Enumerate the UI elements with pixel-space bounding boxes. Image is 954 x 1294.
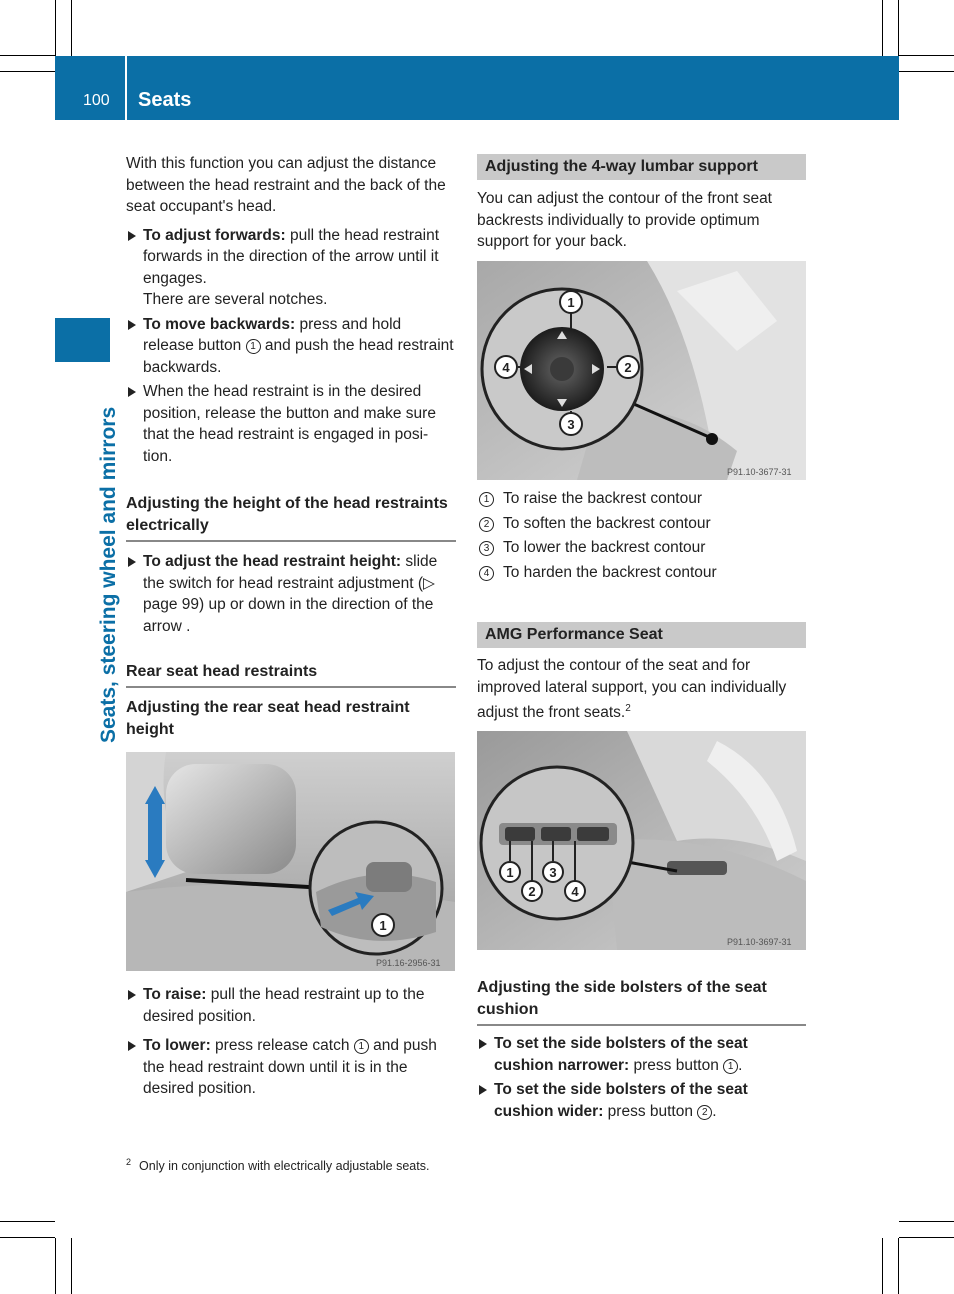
crop-mark xyxy=(71,0,72,56)
lumbar-legend xyxy=(477,488,806,586)
bullet-arrow-icon xyxy=(479,1039,487,1049)
bolster-section xyxy=(477,977,806,1122)
image-code: P91.16-2956-31 xyxy=(376,958,441,968)
legend-item xyxy=(477,537,806,562)
instruction-raise xyxy=(126,984,456,1027)
chapter-tab xyxy=(55,318,110,362)
section-heading-height: Adjusting the height of the head restraints electrically xyxy=(126,493,456,542)
callout-number: 1 xyxy=(354,1039,369,1054)
page-title: Seats xyxy=(138,89,192,111)
instruction-forwards xyxy=(126,225,456,311)
crop-mark xyxy=(899,1237,954,1238)
legend-text: To harden the backrest contour xyxy=(503,563,717,581)
left-column xyxy=(126,153,456,741)
left-column-lower xyxy=(126,984,456,1100)
crop-mark xyxy=(882,0,883,56)
intro-paragraph: With this function you can adjust the distance between the head restraint and the back of the seat occupant's head. xyxy=(126,155,446,215)
footnote-reference: 2 xyxy=(625,703,631,714)
crop-mark xyxy=(55,0,56,56)
callout-number: 3 xyxy=(549,865,557,880)
legend-text: To lower the backrest contour xyxy=(503,539,706,556)
lumbar-support-illustration xyxy=(477,261,806,480)
callout-number: 1 xyxy=(506,865,514,880)
instruction-text: and push the head restraint down until it is in the desired position. xyxy=(143,1037,437,1097)
callout-number: 2 xyxy=(479,517,494,532)
instruction-backwards xyxy=(126,314,456,379)
image-code: P91.10-3677-31 xyxy=(727,467,792,477)
callout-number: 4 xyxy=(571,884,579,899)
instruction-height xyxy=(126,551,456,637)
callout-number: 4 xyxy=(502,360,510,375)
instruction-label: To set the side bolsters of the seat cushion narrower: xyxy=(494,1035,748,1074)
section-heading-rear: Rear seat head restraints xyxy=(126,661,456,688)
crop-mark xyxy=(0,1221,55,1222)
instruction-label: To adjust the head restraint height: xyxy=(143,553,402,570)
amg-seat-photo xyxy=(477,731,806,950)
crop-mark xyxy=(899,71,954,72)
amg-section xyxy=(477,622,806,724)
header-divider xyxy=(125,56,127,120)
bullet-arrow-icon xyxy=(128,990,136,1000)
page-number: 100 xyxy=(83,92,110,109)
legend-item xyxy=(477,488,806,513)
callout-number: 1 xyxy=(567,295,575,310)
instruction-label: To raise: xyxy=(143,986,207,1003)
footnote xyxy=(126,1157,429,1173)
bullet-arrow-icon xyxy=(128,557,136,567)
instruction-text: pull the head restraint up to the desired position. xyxy=(143,986,425,1025)
callout-number: 1 xyxy=(723,1059,738,1074)
bullet-arrow-icon xyxy=(128,320,136,330)
instruction-label: To lower: xyxy=(143,1037,211,1054)
chapter-title: Seats, steering wheel and mirrors xyxy=(97,406,120,743)
crop-mark xyxy=(898,0,899,56)
crop-mark xyxy=(899,55,954,56)
callout-number: 1 xyxy=(479,492,494,507)
instruction-note: There are several notches. xyxy=(143,291,328,308)
callout-number: 1 xyxy=(379,918,387,933)
crop-mark xyxy=(71,1238,72,1294)
crop-mark xyxy=(0,55,55,56)
crop-mark xyxy=(898,1238,899,1294)
instruction-text: press button xyxy=(603,1102,698,1120)
instruction-release xyxy=(126,381,456,467)
crop-mark xyxy=(882,1238,883,1294)
bullet-arrow-icon xyxy=(128,387,136,397)
callout-number: 2 xyxy=(528,884,536,899)
amg-intro-paragraph xyxy=(477,655,806,724)
subsection-heading-rear: Adjusting the rear seat head restraint height xyxy=(126,699,410,738)
rear-head-restraint-photo xyxy=(126,752,455,971)
amg-seat-illustration xyxy=(477,731,806,950)
instruction-label: To move backwards: xyxy=(143,315,296,333)
callout-number: 4 xyxy=(479,566,494,581)
crop-mark xyxy=(55,1238,56,1294)
section-heading-amg: AMG Performance Seat xyxy=(477,622,806,648)
crop-mark xyxy=(0,71,55,72)
instruction-label: To adjust forwards: xyxy=(143,226,286,244)
crop-mark xyxy=(0,1237,55,1238)
legend-item xyxy=(477,562,806,587)
bullet-arrow-icon xyxy=(128,231,136,241)
callout-number: 2 xyxy=(624,360,632,375)
bullet-arrow-icon xyxy=(479,1085,487,1095)
bullet-arrow-icon xyxy=(128,1041,136,1051)
instruction-text: press button xyxy=(629,1056,724,1074)
callout-number: 3 xyxy=(479,541,494,556)
instruction-text: and push the head restraint backwards. xyxy=(143,337,454,376)
instruction-wider: To set the side bolsters of the seat cushion wider: press button 2 . xyxy=(477,1079,806,1122)
lumbar-support-photo xyxy=(477,261,806,480)
right-column xyxy=(477,154,806,253)
lumbar-intro: You can adjust the contour of the front seat backrests individually to provide optimum support for your back. xyxy=(477,190,772,250)
legend-item xyxy=(477,513,806,538)
callout-number: 1 xyxy=(246,339,261,354)
section-heading-lumbar: Adjusting the 4-way lumbar support xyxy=(477,154,806,180)
footnote-number: 2 xyxy=(126,1157,132,1167)
instruction-text: When the head restraint is in the desired position, release the button and make sure that the head restraint is engaged in posi-tion. xyxy=(143,383,436,465)
instruction-lower xyxy=(126,1035,456,1100)
crop-mark xyxy=(899,1221,954,1222)
callout-number: 3 xyxy=(567,417,575,432)
instruction-text: press release catch xyxy=(210,1037,354,1054)
rear-head-restraint-illustration xyxy=(126,752,455,971)
amg-intro: To adjust the contour of the seat and for improved lateral support, you can individually adjust the front seats. xyxy=(477,657,787,722)
legend-text: To raise the backrest contour xyxy=(503,490,703,507)
legend-text: To soften the backrest contour xyxy=(503,514,711,532)
image-code: P91.10-3697-31 xyxy=(727,937,792,947)
callout-number: 2 xyxy=(697,1105,712,1120)
instruction-text: press and hold release button xyxy=(143,315,402,354)
footnote-text: Only in conjunction with electrically adjustable seats. xyxy=(139,1159,430,1174)
instruction-text: pull the head restraint forwards in the direction of the arrow until it engages. xyxy=(143,226,440,287)
instruction-narrower: To set the side bolsters of the seat cushion narrower: press button 1 . xyxy=(477,1033,806,1076)
instruction-label: To set the side bolsters of the seat cushion wider: xyxy=(494,1081,748,1120)
instruction-text: slide the switch for head restraint adjustment (▷ page 99) up or down in the direction of the arrow . xyxy=(143,553,438,635)
section-heading-bolsters: Adjusting the side bolsters of the seat cushion xyxy=(477,977,806,1026)
